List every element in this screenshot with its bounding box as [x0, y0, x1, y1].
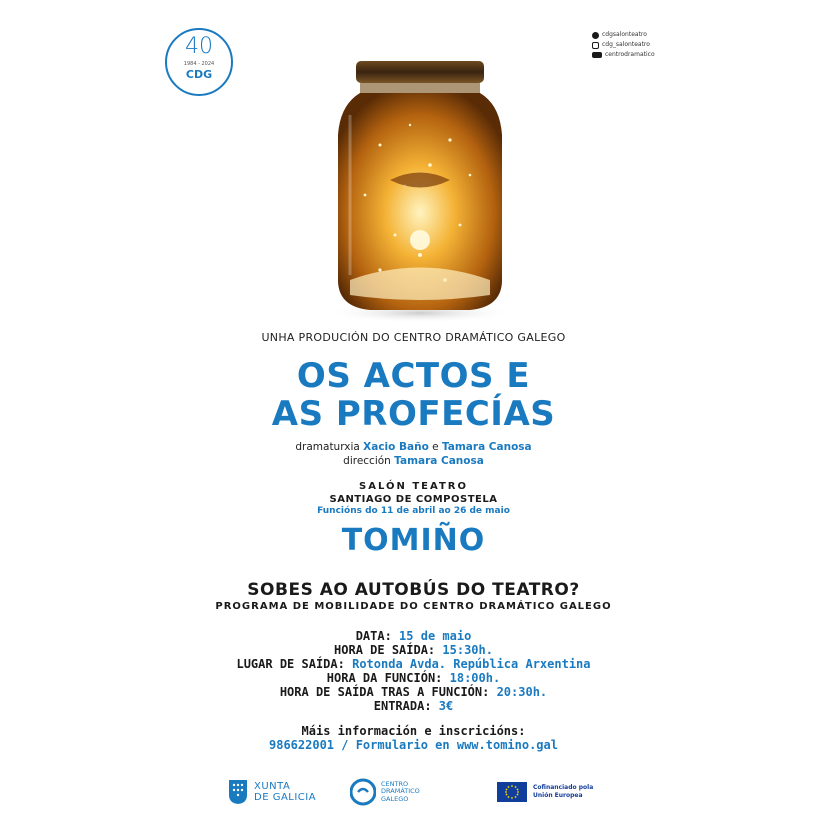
- venue-city: SANTIAGO DE COMPOSTELA: [329, 494, 498, 505]
- facebook-handle: cdgsalonteatro: [602, 31, 647, 38]
- xunta-line1: XUNTA: [254, 781, 291, 792]
- info-label: HORA DA FUNCIÓN:: [326, 671, 443, 685]
- venue-name: SALÓN TEATRO: [359, 481, 468, 492]
- youtube-handle: centrodramatico: [605, 51, 655, 58]
- cdg-mask-icon: [350, 778, 376, 806]
- cdg-footer-logo: [350, 778, 420, 806]
- bus-program: PROGRAMA DE MOBILIDADE DO CENTRO DRAMÁTICO GALEGO: [215, 601, 612, 612]
- eu-line1: Cofinanciado pola: [533, 784, 594, 791]
- facebook-link[interactable]: [592, 30, 655, 40]
- instagram-icon: [592, 42, 599, 49]
- dramaturgy-name-2: Tamara Canosa: [441, 441, 532, 453]
- bus-headline: SOBES AO AUTOBÚS DO TEATRO?: [247, 580, 580, 600]
- info-label: LUGAR DE SAÍDA:: [236, 657, 345, 671]
- info-row-date: [0, 629, 827, 643]
- glowing-jar-illustration: [320, 55, 520, 325]
- info-row-place: [0, 657, 827, 671]
- facebook-icon: [592, 32, 599, 39]
- eu-line2: Unión Europea: [533, 792, 583, 799]
- logo-name: CDG: [185, 68, 213, 81]
- more-info-contact[interactable]: 986622001 / Formulario en www.tomino.gal: [269, 738, 558, 752]
- dramaturgy-name-1: Xacio Baño: [363, 441, 429, 453]
- info-row-show-time: [0, 671, 827, 685]
- info-value: 15:30h.: [442, 643, 493, 657]
- info-label: DATA:: [355, 629, 392, 643]
- info-label: HORA DE SAÍDA TRAS A FUNCIÓN:: [279, 685, 490, 699]
- show-title-line1: OS ACTOS E: [296, 356, 531, 396]
- logo-number: 40: [185, 34, 213, 59]
- cdg-40-logo: [165, 28, 233, 96]
- more-info-label: Máis información e inscricións:: [301, 724, 526, 738]
- eu-cofinance-logo: [497, 782, 593, 802]
- youtube-icon: [592, 52, 602, 58]
- xunta-shield-icon: [228, 779, 248, 805]
- eu-flag-icon: [497, 782, 527, 802]
- info-row-departure: [0, 643, 827, 657]
- info-row-ticket: [0, 699, 827, 713]
- direction-credit: [0, 455, 827, 467]
- info-value: Rotonda Avda. República Arxentina: [352, 657, 591, 671]
- info-value: 20:30h.: [496, 685, 548, 699]
- info-label: HORA DE SAÍDA:: [334, 643, 436, 657]
- dramaturgy-label: dramaturxia: [295, 441, 360, 453]
- xunta-line2: DE GALICIA: [254, 792, 317, 803]
- producer-line: UNHA PRODUCIÓN DO CENTRO DRAMÁTICO GALEGO: [261, 331, 566, 344]
- xunta-logo: [228, 779, 316, 805]
- direction-name: Tamara Canosa: [394, 455, 484, 467]
- direction-label: dirección: [343, 455, 391, 467]
- info-value: 18:00h.: [449, 671, 501, 685]
- dramaturgy-credit: [0, 441, 827, 453]
- venue-dates: Funcións do 11 de abril ao 26 de maio: [317, 506, 510, 516]
- social-links: [592, 30, 655, 60]
- info-label: ENTRADA:: [373, 699, 432, 713]
- info-value: 15 de maio: [399, 629, 472, 643]
- youtube-link[interactable]: [592, 50, 655, 60]
- cdg-line1: CENTRO: [381, 779, 409, 788]
- show-title-line2: AS PROFECÍAS: [271, 394, 556, 434]
- cdg-line3: GALEGO: [381, 794, 409, 803]
- info-value: 3€: [438, 699, 454, 713]
- cdg-line2: DRAMÁTICO: [381, 787, 420, 796]
- town-heading: TOMIÑO: [341, 523, 486, 558]
- instagram-handle: cdg_salonteatro: [602, 41, 650, 48]
- conjunction: e: [432, 441, 439, 453]
- instagram-link[interactable]: [592, 40, 655, 50]
- info-row-return: [0, 685, 827, 699]
- logo-years: 1984 - 2024: [183, 61, 215, 67]
